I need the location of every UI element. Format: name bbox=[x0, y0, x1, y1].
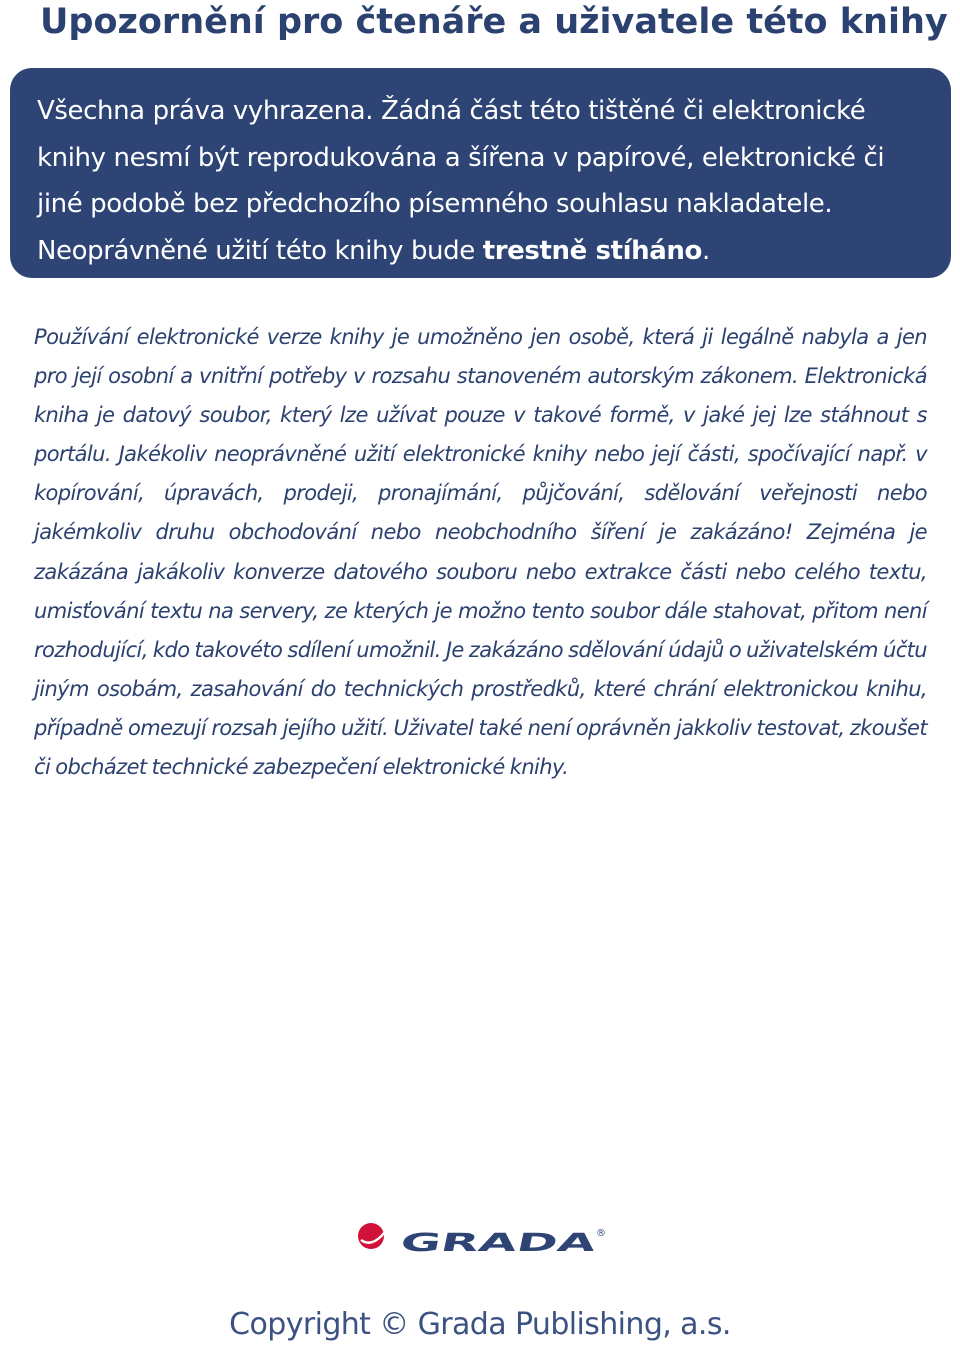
rights-notice-suffix: . bbox=[701, 235, 710, 266]
grada-logo-graphic bbox=[356, 1218, 608, 1258]
rights-notice-main: Všechna práva vyhrazena. Žádná část této tištěné či elektronické knihy nesmí být reprodukována a šířena v papírové, elektronické či jiné podobě bez předchozího písemného souhlasu nakladatele. Neoprávněné užití této knihy bude bbox=[37, 96, 885, 266]
rights-notice-text bbox=[37, 88, 931, 274]
page-title: Upozornění pro čtenáře a uživatele této knihy bbox=[40, 2, 948, 42]
logo-registered-mark: ® bbox=[596, 1228, 606, 1239]
usage-terms-paragraph: Používání elektronické verze knihy je umožněno jen osobě, která ji legálně nabyla a jen pro její osobní a vnitřní potřeby v rozsahu stanoveném autorským zákonem. Elektronická kniha je datový soubor, který lze užívat pouze v takové formě, v jaké jej lze stáhnout s portálu. Jakékoliv neoprávněné užití elektronické knihy nebo její části, spočívající např. v kopírování, úpravách, prodeji, pronajímání, půjčování, sdělování veřejnosti nebo jakémkoliv druhu obchodování nebo neobchodního šíření je zakázáno! Zejména je zakázána jakákoliv konverze datového souboru nebo extrakce části nebo celého textu, umisťování textu na servery, ze kterých je možno tento soubor dále stahovat, přitom není rozhodující, kdo takovéto sdílení umožnil. Je zakázáno sdělování údajů o uživatelském účtu jiným osobám, zasahování do technických prostředků, které chrání elektronickou knihu, případně omezují rozsah jejího užití. Uživatel také není oprávněn jakkoliv testovat, zkoušet či obcházet technické zabezpečení elektronické knihy. bbox=[34, 325, 927, 780]
grada-logo bbox=[356, 1218, 608, 1258]
rights-notice-box bbox=[10, 68, 951, 278]
rights-notice-emphasis: trestně stíháno bbox=[482, 235, 702, 266]
logo-wordmark: GRADA bbox=[397, 1228, 503, 1257]
copyright-notice: Copyright © Grada Publishing, a.s. bbox=[229, 1307, 731, 1342]
